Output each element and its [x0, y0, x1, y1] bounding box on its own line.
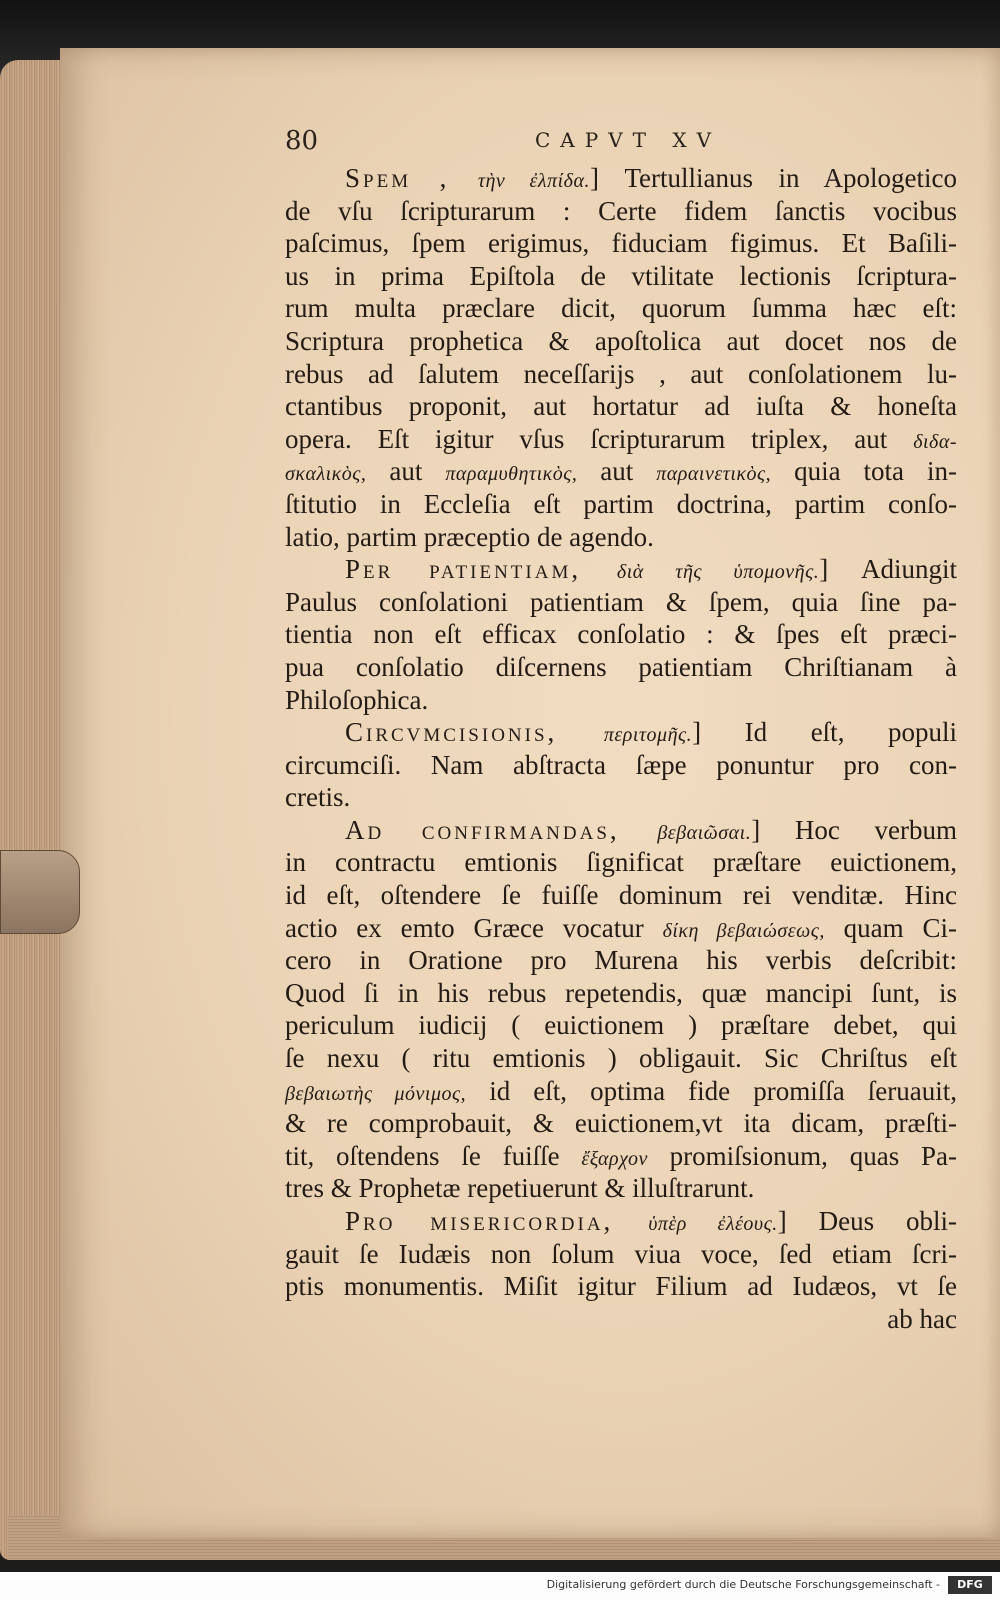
latin-text: Scriptura prophetica & apoſtolica aut docet nos de [285, 325, 957, 356]
lemma: Spem , [345, 163, 478, 193]
text-line [285, 455, 957, 488]
greek-phrase: περιτομῆς. [603, 724, 693, 747]
text-line [285, 488, 957, 521]
latin-text: ptis monumentis. Miſit igitur Filium ad Iudæos, vt ſe [285, 1271, 957, 1302]
page-clip [0, 850, 80, 934]
latin-text: in contractu emtionis ſignificat præſtare euictionem, [285, 847, 957, 878]
greek-phrase: βεβαιῶσαι. [657, 821, 752, 844]
latin-text: aut [577, 456, 657, 487]
greek-phrase: σκαλικὸς, [285, 463, 367, 486]
latin-text: tit, oſtendens ſe fuiſſe [285, 1140, 582, 1171]
latin-text: rum multa præclare dicit, quorum ſumma hæc eſt: [285, 293, 957, 324]
latin-text: Quod ſi in his rebus repetendis, quæ mancipi ſunt, is [285, 977, 957, 1008]
running-head [285, 126, 945, 162]
text-line [285, 162, 957, 195]
chapter-heading: CAPVT XV [535, 128, 722, 152]
page-body-text [285, 162, 957, 1335]
latin-text: cero in Oratione pro Murena his verbis deſcribit: [285, 945, 957, 976]
latin-text: rebus ad ſalutem neceſſarijs , aut conſolationem lu- [285, 358, 957, 389]
text-line [285, 1140, 957, 1173]
latin-text: & re comprobauit, & euictionem,vt ita dicam, præſti- [285, 1108, 957, 1139]
latin-text: Paulus conſolationi patientiam & ſpem, quia ſine pa- [285, 586, 957, 617]
text-line [285, 195, 957, 228]
lemma: Circvmcisionis, [345, 717, 604, 748]
text-line [285, 521, 957, 554]
text-line [285, 846, 957, 879]
greek-phrase: παραινετικὸς, [656, 463, 772, 486]
text-line [285, 1009, 957, 1042]
latin-text: ] Tertullianus in Apologetico [589, 163, 957, 193]
text-line [285, 781, 957, 814]
text-line [285, 944, 957, 977]
text-line [285, 814, 957, 847]
greek-phrase: παραμυθητικὸς, [445, 463, 578, 486]
text-line [285, 227, 957, 260]
text-line [285, 684, 957, 717]
latin-text: ] Deus obli- [777, 1206, 957, 1236]
text-line [285, 651, 957, 684]
latin-text: id eſt, oſtendere ſe fuiſſe dominum rei venditæ. Hinc [285, 880, 957, 911]
text-line [285, 1107, 957, 1140]
latin-text: quam Ci- [824, 912, 957, 943]
greek-phrase: ἔξαρχον [581, 1147, 648, 1170]
latin-text: paſcimus, ſpem erigimus, fiduciam figimus. Et Baſili- [285, 228, 957, 259]
dfg-logo-icon: DFG [948, 1576, 992, 1594]
greek-phrase: διὰ τῆς ὑπομονῆς. [616, 561, 820, 584]
greek-phrase: ὑπὲρ ἐλέους. [648, 1213, 778, 1235]
latin-text: de vſu ſcripturarum : Certe fidem ſanctis vocibus [285, 195, 957, 226]
text-line [285, 749, 957, 782]
latin-text: tientia non eſt efficax conſolatio : & ſpes eſt præci- [285, 619, 957, 650]
text-line [285, 390, 957, 423]
text-line [285, 879, 957, 912]
latin-text: promiſsionum, quas Pa- [647, 1140, 957, 1171]
text-line [285, 325, 957, 358]
latin-text: pua conſolatio diſcernens patientiam Chriſtianam à [285, 651, 957, 682]
latin-text: actio ex emto Græce vocatur [285, 912, 663, 943]
text-line [285, 1270, 957, 1303]
latin-text: id eſt, optima fide promiſſa ſeruauit, [466, 1075, 957, 1106]
greek-phrase: βεβαιωτὴς μόνιμος, [285, 1082, 467, 1105]
text-line [285, 912, 957, 945]
text-line [285, 1238, 957, 1271]
lemma: Pro misericordia, [345, 1206, 649, 1236]
footer-credit: Digitalisierung gefördert durch die Deutsche Forschungsgemeinschaft - [546, 1578, 940, 1591]
text-line [285, 1303, 957, 1336]
latin-text: aut [366, 456, 446, 487]
footer-bar [0, 1572, 1000, 1600]
greek-phrase: τὴν ἐλπίδα. [477, 170, 590, 192]
latin-text: ] Hoc verbum [751, 814, 957, 845]
latin-text: latio, partim præceptio de agendo. [285, 521, 654, 552]
lemma: Ad confirmandas, [345, 814, 658, 845]
latin-text: quia tota in- [771, 456, 957, 487]
latin-text: Philoſophica. [285, 684, 429, 715]
latin-text: ctantibus proponit, aut hortatur ad iuſta & honeſta [285, 391, 957, 422]
latin-text: gauit ſe Iudæis non ſolum viua voce, ſed etiam ſcri- [285, 1238, 957, 1269]
latin-text: ] Adiungit [819, 554, 957, 585]
latin-text: ] Id eſt, populi [692, 717, 957, 748]
text-line [285, 618, 957, 651]
text-line [285, 1042, 957, 1075]
latin-text: periculum iudicij ( euictionem ) præſtare debet, qui [285, 1010, 957, 1041]
text-line [285, 292, 957, 325]
text-line [285, 553, 957, 586]
text-line [285, 1172, 957, 1205]
latin-text: ſe nexu ( ritu emtionis ) obligauit. Sic Chriſtus eſt [285, 1043, 957, 1074]
text-line [285, 358, 957, 391]
text-line [285, 260, 957, 293]
text-line [285, 977, 957, 1010]
latin-text: opera. Eſt igitur vſus ſcripturarum triplex, aut [285, 423, 914, 454]
latin-text: us in prima Epiſtola de vtilitate lectionis ſcriptura- [285, 260, 957, 291]
text-line [285, 1075, 957, 1108]
greek-phrase: δίκη βεβαιώσεως, [662, 919, 825, 942]
text-line [285, 716, 957, 749]
latin-text: cretis. [285, 782, 351, 813]
latin-text: ſtitutio in Eccleſia eſt partim doctrina, partim conſo- [285, 488, 957, 519]
text-line [285, 423, 957, 456]
text-line [285, 1205, 957, 1238]
latin-text: ab hac [887, 1303, 957, 1334]
latin-text: circumciſi. Nam abſtracta ſæpe ponuntur pro con- [285, 749, 957, 780]
latin-text: tres & Prophetæ repetiuerunt & illuſtrarunt. [285, 1173, 755, 1204]
lemma: Per patientiam, [345, 554, 617, 585]
greek-phrase: διδα- [913, 430, 957, 453]
page-number: 80 [285, 126, 319, 156]
text-line [285, 586, 957, 619]
